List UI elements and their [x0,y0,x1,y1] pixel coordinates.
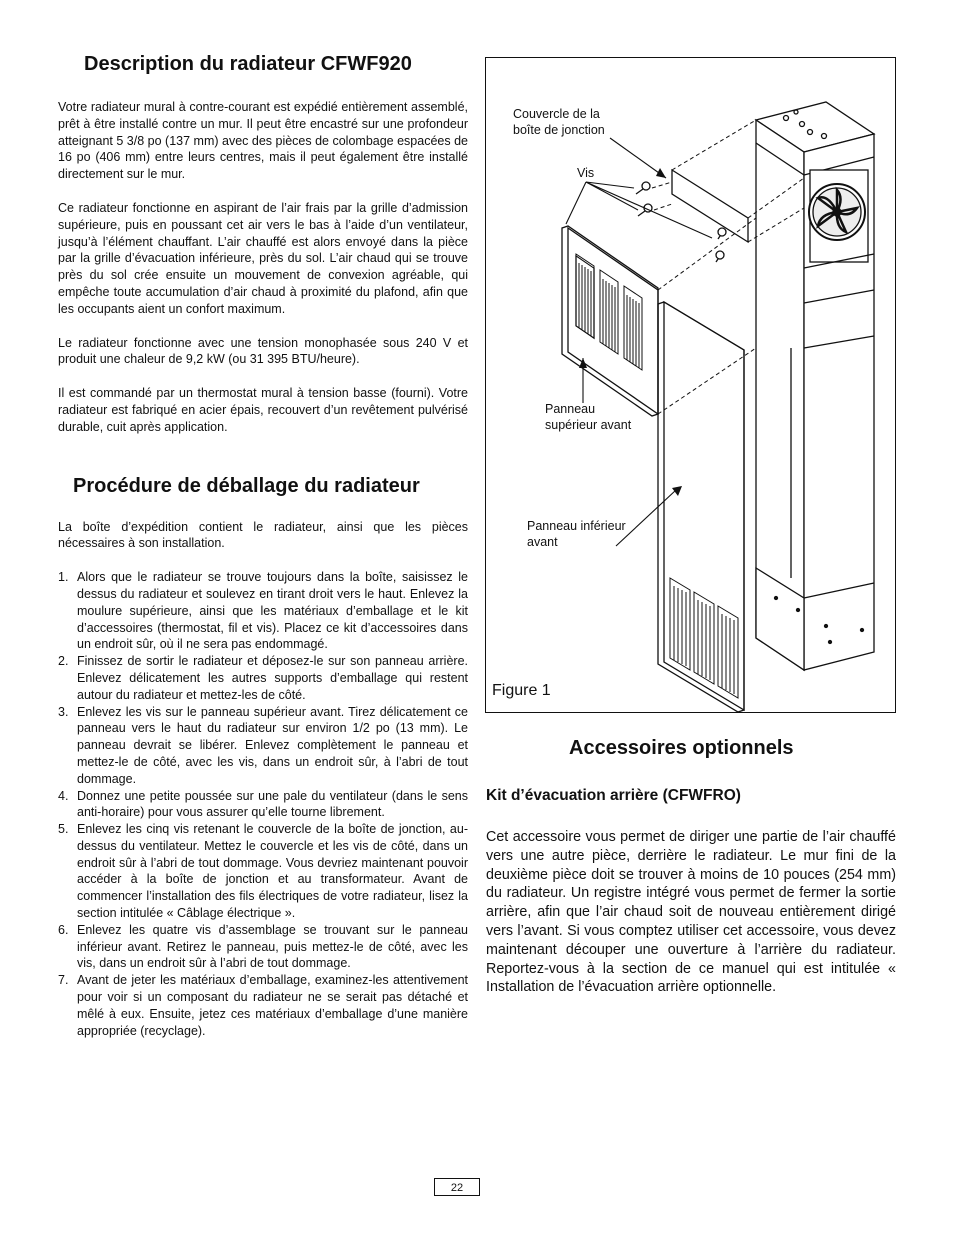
step-text: Alors que le radiateur se trouve toujours dans la boîte, saisissez le dessus du radiateur et soulevez en tirant droit vers le haut. Enlevez la moulure supérieure, ainsi que les matériaux d’emballage et le kit d’accessoires (thermostat, fil et vis). Placez ce kit d’accessoires dans un endroit sûr, où il ne sera pas endommagé. [77,570,468,652]
step-number: 2. [58,654,69,669]
figure-heater-exploded [485,57,896,713]
heater-diagram [486,58,897,714]
list-item [58,653,468,703]
label-screws: Vis [577,166,595,180]
step-text: Enlevez les vis sur le panneau supérieur avant. Tirez délicatement ce panneau vers le haut du radiateur sur environ 1/2 po (13 mm). Le panneau devrait se libérer. Enlevez complètement le panneau et mettez-le de côté, avec les vis, dans un endroit sûr, à l’abri de tout dommage. [77,704,468,786]
list-item [58,821,468,922]
label-junction-cover: Couvercle de la boîte de jonction [513,107,605,137]
label-lower-panel: Panneau inférieur avant [527,519,626,549]
heading-accessories: Accessoires optionnels [569,737,794,759]
junction-box-cover [672,170,748,242]
paragraph-box-contents: La boîte d’expédition contient le radiateur, ainsi que les pièces nécessaires à son installation. [58,519,468,551]
step-number: 7. [58,973,69,988]
step-text: Enlevez les quatre vis d’assemblage se trouvant sur le panneau inférieur avant. Retirez le panneau, puis mettez-le de côté, avec les vis, dans un endroit sûr à l’abri de tout dommage. [77,922,468,971]
step-number: 6. [58,922,69,937]
step-number: 5. [58,822,69,837]
list-item [58,569,468,653]
list-item [58,972,468,1039]
step-text: Avant de jeter les matériaux d’emballage, examinez-les attentivement pour voir si un composant du radiateur ne se serait pas détaché et mêlé à eux. Ensuite, jetez ces matériaux d’emballage d’une manière appropriée (recyclage). [77,973,468,1038]
heading-unpacking: Procédure de déballage du radiateur [73,474,420,497]
paragraph-operation: Ce radiateur fonctionne en aspirant de l’air frais par la grille d’admission supérieure, puis en poussant cet air vers le bas à l’aide d’un ventilateur, jusqu’à l’élément chauffant. L’air chauffé est alors envoyé dans la pièce par la grille d’évacuation inférieure, près du sol. L’air chaud qui se trouve près du sol crée ensuite un mouvement de convexion agréable, qui empêche toute accumulation d’air chaud à proximité du plafond, afin que les occupants aient un confort maximum. [58,200,468,316]
step-number: 1. [58,570,69,585]
figure-caption: Figure 1 [492,682,551,699]
step-text: Finissez de sortir le radiateur et déposez-le sur son panneau arrière. Enlevez délicatement les autres supports d’emballage qui restent autour du radiateur et mettez-les de côté. [77,654,468,702]
step-text: Donnez une petite poussée sur une pale du ventilateur (dans le sens anti-horaire) pour vous assurer qu’elle tourne librement. [77,788,468,820]
paragraph-thermostat: Il est commandé par un thermostat mural à tension basse (fourni). Votre radiateur est fabriqué en acier épais, recouvert d’un revêtement pulvérisé durable, cuit après application. [58,386,468,434]
list-item [58,788,468,822]
lower-front-panel [664,302,744,710]
page-number: 22 [434,1178,480,1196]
step-number: 3. [58,704,69,719]
list-item [58,922,468,972]
left-column [58,52,468,1039]
right-column [486,736,896,997]
label-upper-panel: Panneau supérieur avant [545,402,632,432]
paragraph-voltage: Le radiateur fonctionne avec une tension monophasée sous 240 V et produit une chaleur de 9,2 kW (ou 31 395 BTU/heure). [58,335,468,367]
step-text: Enlevez les cinq vis retenant le couvercle de la boîte de jonction, au-dessus du ventilateur. Mettez le couvercle et les vis de côté, dans un endroit sûr à l’abri de tout dommage. Vous devriez maintenant pouvoir accéder à la boîte de jonction et au transformateur. Avant de commencer l’installation des fils électriques de votre radiateur, lisez la section intitulée « Câblage électrique ». [77,822,468,921]
unpacking-steps [58,569,468,1039]
subheading-rear-exhaust-kit: Kit d’évacuation arrière (CFWFRO) [486,787,741,804]
paragraph-rear-exhaust: Cet accessoire vous permet de diriger une partie de l’air chauffé vers une autre pièce, derrière le radiateur. Le mur fini de la deuxième pièce doit se trouver à moins de 10 pouces (254 mm) du radiateur. Un registre intégré vous permet de fermer la sortie arrière, afin que l’air chaud soit de nouveau entièrement dirigé vers l’avant. Si vous comptez utiliser cet accessoire, vous devez maintenant découper une ouverture à l’arrière du radiateur. Reportez-vous à la section de ce manuel qui est intitulée « Installation de l’évacuation arrière optionnelle. [486,829,896,996]
heading-description: Description du radiateur CFWF920 [84,53,412,75]
paragraph-intro: Votre radiateur mural à contre-courant est expédié entièrement assemblé, prêt à être installé contre un mur. Il peut être encastré sur une profondeur atteignant 5 3/8 po (137 mm) avec des pièces de colombage espacées de 16 po (406 mm) entre leurs centres, mais il peut également être installé directement sur le mur. [58,100,468,182]
list-item [58,704,468,788]
step-number: 4. [58,788,69,803]
